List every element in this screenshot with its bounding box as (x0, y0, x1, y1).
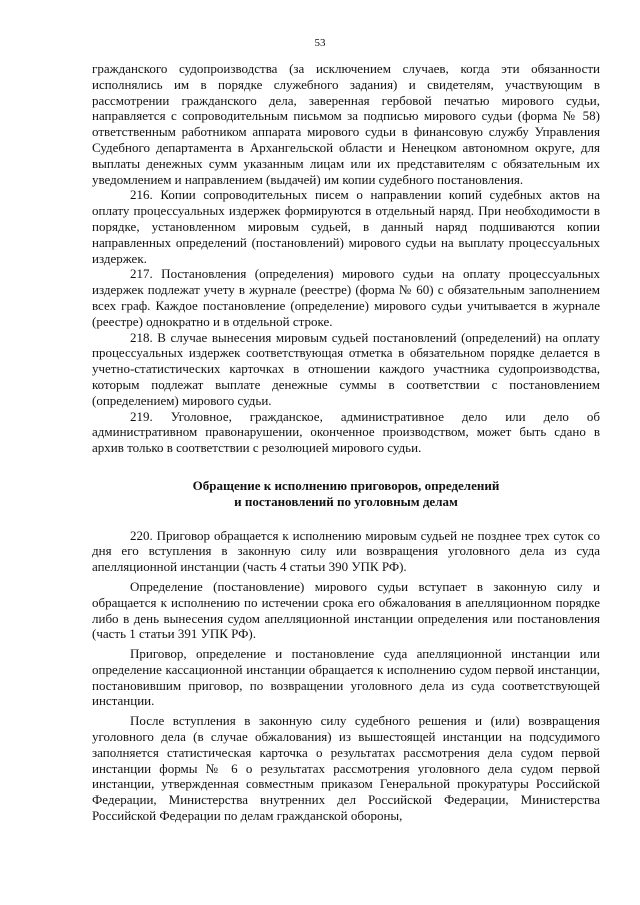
paragraph-216: 216. Копии сопроводительных писем о направлении копий судебных актов на оплату процессуальных издержек формируются в отдельный наряд. При необходимости в порядке, установленном мировым судьей, в данный наряд подшиваются копии направленных определений (постановлений) мирового судьи на выплату процессуальных издержек. (92, 187, 600, 266)
paragraph-220-appeal: Приговор, определение и постановление суда апелляционной инстанции или определение кассационной инстанции обращается к исполнению судом первой инстанции, постановившим приговор, по возвращении уголовного дела из суда соответствующей инстанции. (92, 646, 600, 709)
page-number: 53 (314, 37, 326, 49)
paragraph-217: 217. Постановления (определения) мирового судьи на оплату процессуальных издержек подлежат учету в журнале (реестре) (форма № 60) с обязательным заполнением всех граф. Каждое постановление (определение) мирового судьи учитывается в журнале (реестре) однократно и в отдельной строке. (92, 266, 600, 329)
section-heading-line2: и постановлений по уголовным делам (234, 493, 458, 509)
section-heading (92, 478, 600, 510)
paragraph-220-determination: Определение (постановление) мирового судьи вступает в законную силу и обращается к исполнению по истечении срока его обжалования в апелляционном порядке либо в день вынесения судом апелляционной инстанции определения или постановления (часть 1 статьи 391 УПК РФ). (92, 578, 600, 642)
document-body (92, 61, 600, 824)
paragraph-219: 219. Уголовное, гражданское, административное дело или дело об административном правонарушении, оконченное производством, может быть сдано в архив только в соответствии с резолюцией мирового судьи. (92, 408, 600, 456)
paragraph-220-statistics: После вступления в законную силу судебного решения и (или) возвращения уголовного дела (в случае обжалования) из вышестоящей инстанции на подсудимого заполняется статистическая карточка о результатах рассмотрения дела судом первой инстанции формы № 6 о результатах рассмотрения уголовного дела судом первой инстанции, утвержденная совместным приказом Генеральной прокуратуры Российской Федерации, Министерства внутренних дел Российской Федерации, Министерства Российской Федерации по делам гражданской обороны, (92, 713, 600, 824)
paragraph-continuation: гражданского судопроизводства (за исключением случаев, когда эти обязанности исполнялись им в порядке служебного задания) и свидетелям, участвующим в рассмотрении гражданского дела, заверенная гербовой печатью мирового судьи, направляется с сопроводительным письмом за подписью мирового судьи (форма № 58) ответственным работником аппарата мирового судьи в финансовую службу Управления Судебного департамента в Архангельской области и Ненецком автономном округе, для выплаты денежных сумм указанным лицам или их представителям с обязательным их уведомлением и направлением (выдачей) им копии судебного постановления. (92, 61, 600, 187)
paragraph-220: 220. Приговор обращается к исполнению мировым судьей не позднее трех суток со дня его вступления в законную силу или возвращения уголовного дела из суда апелляционной инстанции (часть 4 статьи 390 УПК РФ). (92, 527, 600, 575)
section-heading-line1: Обращение к исполнению приговоров, определений (192, 477, 500, 493)
paragraph-218: 218. В случае вынесения мировым судьей постановлений (определений) на оплату процессуальных издержек соответствующая отметка в обязательном порядке делается в учетно-статистических карточках в отношении каждого участника судопроизводства, которым подлежат выплате денежные суммы в соответствии с постановлением (определением) мирового судьи. (92, 329, 600, 408)
